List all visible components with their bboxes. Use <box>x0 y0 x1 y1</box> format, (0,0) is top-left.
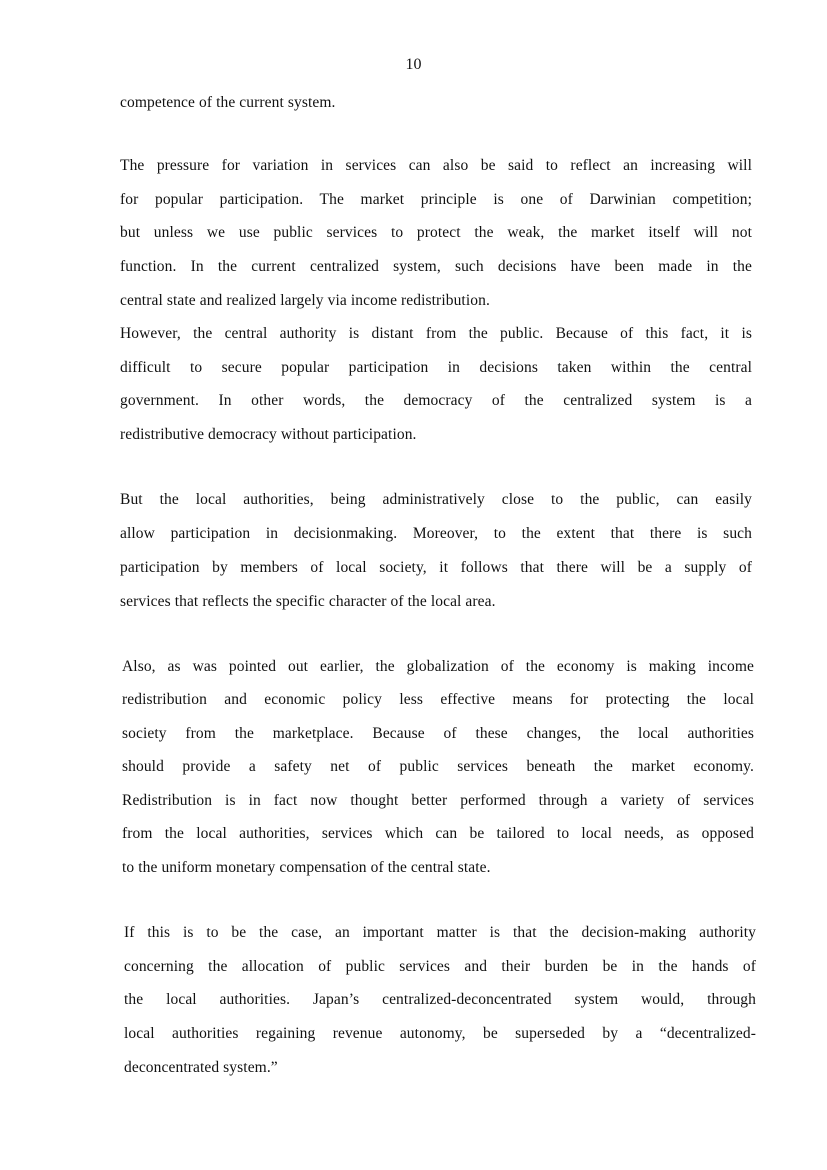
text-line: the local authorities. Japan’s centralized-deconcentrated system would, through <box>124 991 756 1008</box>
text-line: local authorities regaining revenue autonomy, be superseded by a “decentralized- <box>124 1025 756 1042</box>
text-line: redistributive democracy without participation. <box>120 426 417 443</box>
text-line: central state and realized largely via income redistribution. <box>120 292 490 309</box>
text-line: for popular participation. The market principle is one of Darwinian competition; <box>120 191 752 208</box>
text-line: Redistribution is in fact now thought better performed through a variety of services <box>122 792 754 809</box>
text-line: concerning the allocation of public services and their burden be in the hands of <box>124 958 756 975</box>
text-line: deconcentrated system.” <box>124 1059 278 1076</box>
text-line: to the uniform monetary compensation of the central state. <box>122 859 491 876</box>
text-line: services that reflects the specific character of the local area. <box>120 593 496 610</box>
text-line: society from the marketplace. Because of these changes, the local authorities <box>122 725 754 742</box>
text-line: government. In other words, the democracy of the centralized system is a <box>120 392 752 409</box>
text-line: Also, as was pointed out earlier, the globalization of the economy is making income <box>122 658 754 675</box>
text-line: but unless we use public services to protect the weak, the market itself will not <box>120 224 752 241</box>
text-line: But the local authorities, being administratively close to the public, can easily <box>120 491 752 508</box>
text-line: competence of the current system. <box>120 94 336 111</box>
text-line: If this is to be the case, an important matter is that the decision-making authority <box>124 924 756 941</box>
text-line: participation by members of local society, it follows that there will be a supply of <box>120 559 752 576</box>
text-line: should provide a safety net of public services beneath the market economy. <box>122 758 754 775</box>
text-line: difficult to secure popular participation in decisions taken within the central <box>120 359 752 376</box>
text-line: The pressure for variation in services can also be said to reflect an increasing will <box>120 157 752 174</box>
text-line: redistribution and economic policy less effective means for protecting the local <box>122 691 754 708</box>
text-line: function. In the current centralized system, such decisions have been made in the <box>120 258 752 275</box>
page-number: 10 <box>405 56 422 73</box>
text-line: However, the central authority is distant from the public. Because of this fact, it is <box>120 325 752 342</box>
text-line: allow participation in decisionmaking. Moreover, to the extent that there is such <box>120 525 752 542</box>
text-line: from the local authorities, services which can be tailored to local needs, as opposed <box>122 825 754 842</box>
